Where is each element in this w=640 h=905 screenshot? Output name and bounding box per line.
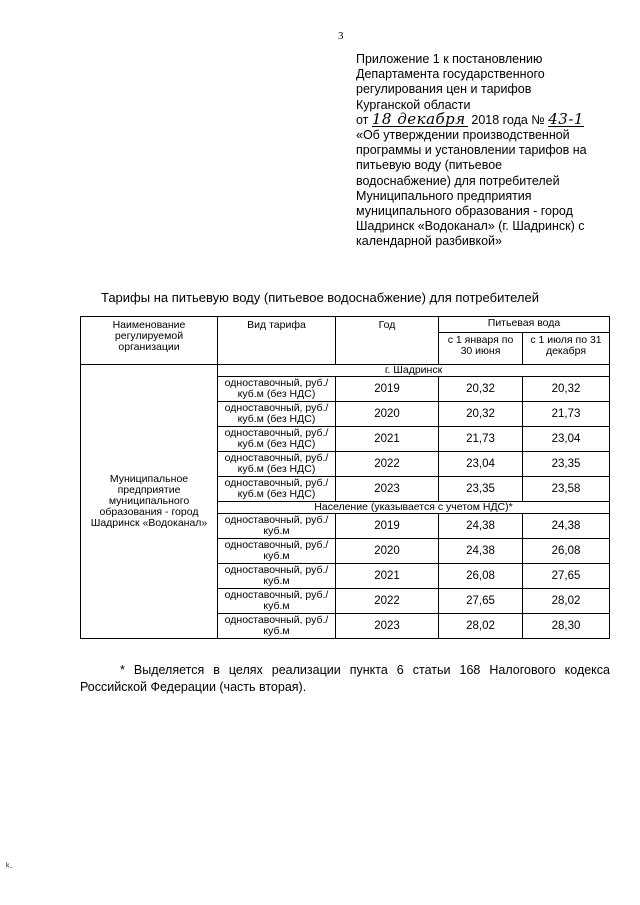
organization-name: Муниципальное предприятие муниципального образования - город Шадринск «Водоканал» — [81, 365, 218, 639]
group-title: Население (указывается с учетом НДС)* — [218, 502, 610, 514]
appendix-title-line: Муниципального предприятия — [356, 188, 532, 203]
year-cell: 2021 — [336, 564, 439, 589]
first-half-tariff-cell: 20,32 — [439, 377, 523, 402]
year-cell: 2021 — [336, 427, 439, 452]
tariffs-table — [80, 316, 610, 639]
margin-mark-icon: ᵏ· — [6, 862, 13, 873]
appendix-title-line: программы и установлении тарифов на — [356, 143, 587, 158]
header-period-2: с 1 июля по 31 декабря — [523, 333, 610, 365]
appendix-title-line: «Об утверждении производственной — [356, 128, 570, 143]
tariff-type-cell: одноставочный, руб./куб.м (без НДС) — [218, 477, 336, 502]
year-cell: 2019 — [336, 514, 439, 539]
second-half-tariff-cell: 28,02 — [523, 589, 610, 614]
handwritten-date: 18 декабря — [372, 113, 468, 127]
group-title: г. Шадринск — [218, 365, 610, 377]
header-org: Наименование регулируемой организации — [81, 317, 218, 365]
appendix-title-line: Шадринск «Водоканал» (г. Шадринск) с — [356, 219, 585, 234]
first-half-tariff-cell: 20,32 — [439, 402, 523, 427]
first-half-tariff-cell: 26,08 — [439, 564, 523, 589]
tariff-type-cell: одноставочный, руб./куб.м — [218, 589, 336, 614]
tariff-type-cell: одноставочный, руб./куб.м (без НДС) — [218, 452, 336, 477]
header-water: Питьевая вода — [439, 317, 610, 333]
appendix-line: Департамента государственного — [356, 67, 545, 82]
first-half-tariff-cell: 24,38 — [439, 539, 523, 564]
table-title: Тарифы на питьевую воду (питьевое водоснабжение) для потребителей — [100, 290, 540, 305]
handwritten-number: 43-1 — [548, 109, 584, 128]
year-cell: 2020 — [336, 539, 439, 564]
first-half-tariff-cell: 21,73 — [439, 427, 523, 452]
appendix-title-line: муниципального образования - город — [356, 204, 573, 219]
group-header-row — [81, 365, 610, 377]
appendix-line: Приложение 1 к постановлению — [356, 52, 543, 66]
appendix-header — [356, 52, 606, 250]
page-number: 3 — [338, 30, 344, 42]
header-year: Год — [336, 317, 439, 365]
second-half-tariff-cell: 23,04 — [523, 427, 610, 452]
tariff-type-cell: одноставочный, руб./куб.м — [218, 614, 336, 639]
appendix-title-line: календарной разбивкой» — [356, 234, 502, 249]
second-half-tariff-cell: 23,58 — [523, 477, 610, 502]
appendix-line: Курганской области — [356, 97, 471, 112]
tariff-type-cell: одноставочный, руб./куб.м (без НДС) — [218, 402, 336, 427]
year-cell: 2022 — [336, 452, 439, 477]
appendix-line: регулирования цен и тарифов — [356, 82, 532, 97]
date-suffix: 2018 года № — [471, 112, 545, 127]
year-cell: 2019 — [336, 377, 439, 402]
year-cell: 2023 — [336, 614, 439, 639]
appendix-date-line — [356, 109, 606, 128]
header-tariff-type: Вид тарифа — [218, 317, 336, 365]
header-period-1: с 1 января по 30 июня — [439, 333, 523, 365]
footnote-line: * Выделяется в целях реализации пункта 6 статьи 168 Налогового кодекса — [120, 663, 610, 677]
first-half-tariff-cell: 28,02 — [439, 614, 523, 639]
first-half-tariff-cell: 23,35 — [439, 477, 523, 502]
footnote — [80, 662, 610, 696]
second-half-tariff-cell: 21,73 — [523, 402, 610, 427]
appendix-title-line: питьевую воду (питьевое — [356, 158, 503, 173]
year-cell: 2020 — [336, 402, 439, 427]
footnote-line: Российской Федерации (часть вторая). — [80, 680, 307, 694]
tariff-type-cell: одноставочный, руб./куб.м — [218, 514, 336, 539]
tariff-type-cell: одноставочный, руб./куб.м — [218, 564, 336, 589]
second-half-tariff-cell: 26,08 — [523, 539, 610, 564]
second-half-tariff-cell: 27,65 — [523, 564, 610, 589]
tariff-type-cell: одноставочный, руб./куб.м (без НДС) — [218, 377, 336, 402]
second-half-tariff-cell: 28,30 — [523, 614, 610, 639]
first-half-tariff-cell: 27,65 — [439, 589, 523, 614]
tariff-type-cell: одноставочный, руб./куб.м (без НДС) — [218, 427, 336, 452]
second-half-tariff-cell: 24,38 — [523, 514, 610, 539]
second-half-tariff-cell: 20,32 — [523, 377, 610, 402]
first-half-tariff-cell: 23,04 — [439, 452, 523, 477]
appendix-title-line: водоснабжение) для потребителей — [356, 173, 560, 188]
tariff-type-cell: одноставочный, руб./куб.м — [218, 539, 336, 564]
year-cell: 2023 — [336, 477, 439, 502]
first-half-tariff-cell: 24,38 — [439, 514, 523, 539]
year-cell: 2022 — [336, 589, 439, 614]
date-prefix: от — [356, 112, 369, 127]
second-half-tariff-cell: 23,35 — [523, 452, 610, 477]
